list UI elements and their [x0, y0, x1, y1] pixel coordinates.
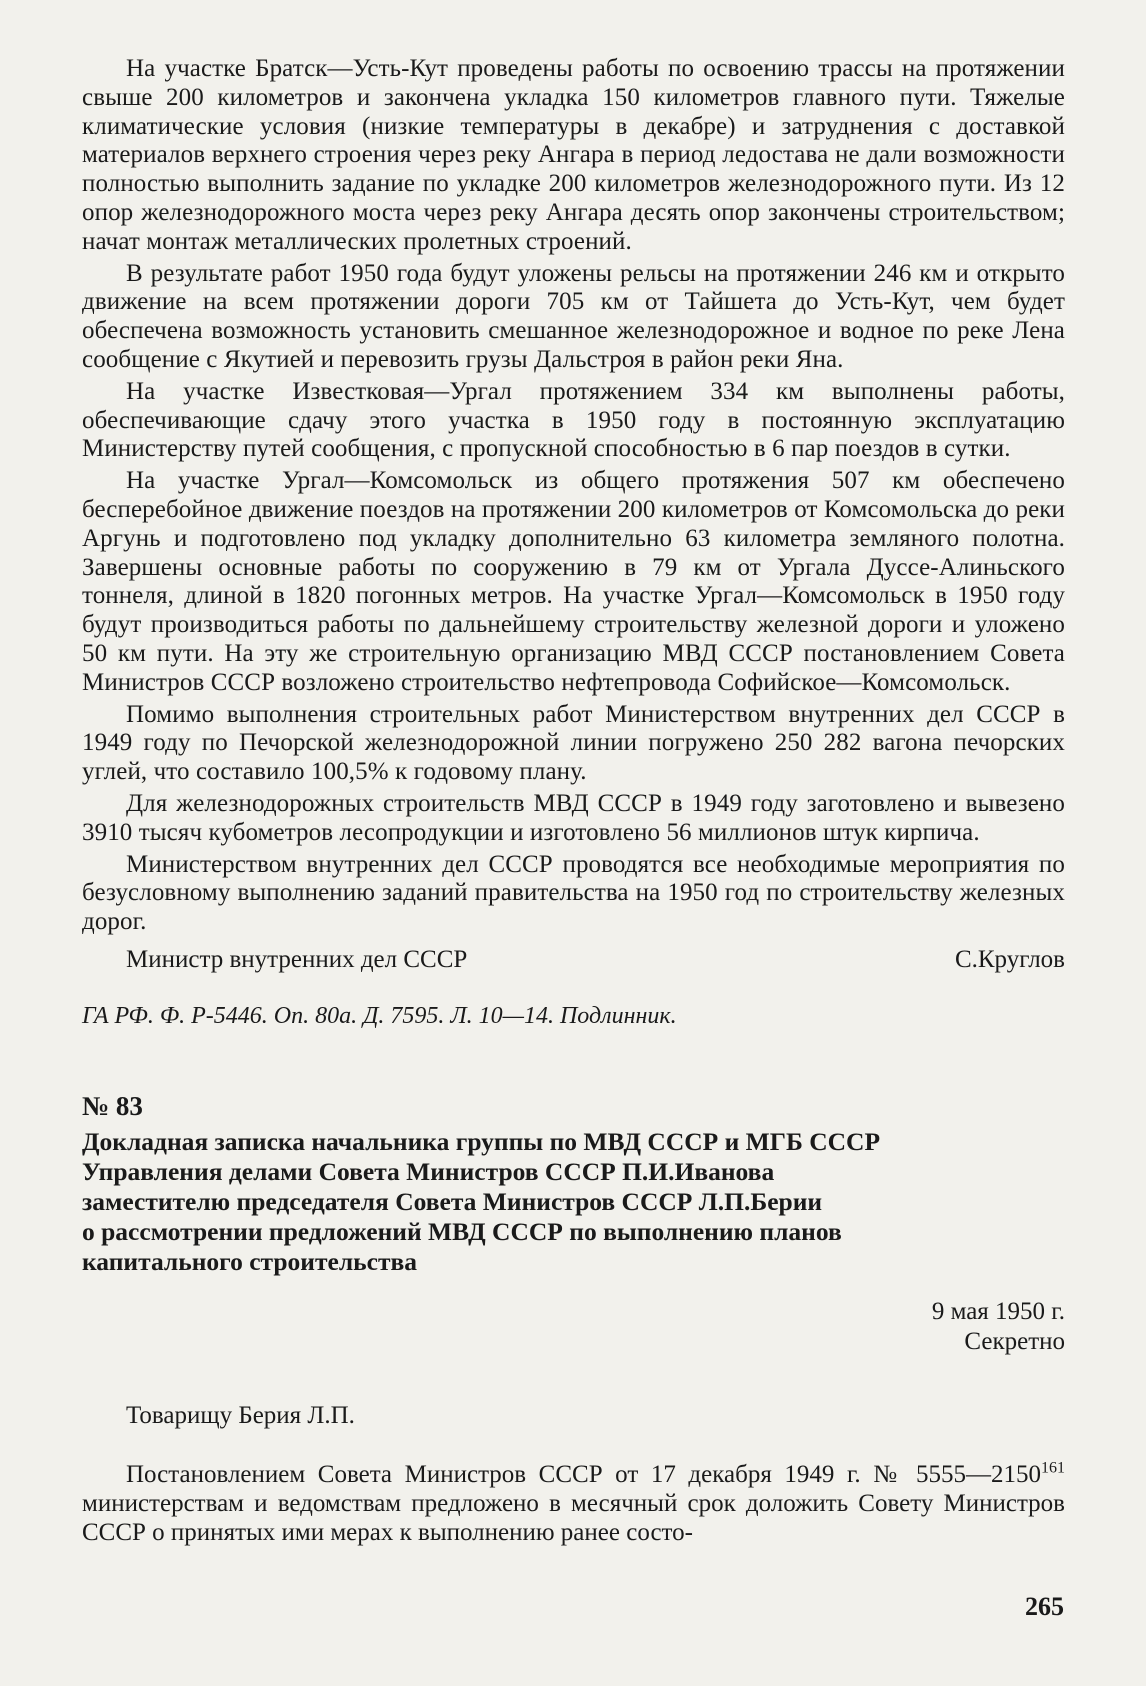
document-number: № 83 [82, 1090, 143, 1121]
paragraph-results-1950: В результате работ 1950 года будут уложены рельсы на протяжении 246 км и открыто движение на всем протяжении дороги 705 км от Тайшета до Усть-Кут, чем будет обеспечена возможность установить смешанное железнодорожное и водное по реке Лена сообщение с Якутией и перевозить грузы Дальстроя в район реки Яна. [82, 259, 1065, 373]
document-title-line: о рассмотрении предложений МВД СССР по выполнению планов [82, 1216, 842, 1246]
footnote-marker[interactable]: 161 [1041, 1459, 1065, 1477]
paragraph-izvestkovaya-urgal: На участке Известковая—Ургал протяжением 334 км выполнены работы, обеспечивающие сдачу этого участка в 1950 году в постоянную эксплуатацию Министерству путей сообщения, с пропускной способностью в 6 пар поездов в сутки. [82, 377, 1065, 463]
document-title-line: заместителю председателя Совета Министров СССР Л.П.Берии [82, 1186, 823, 1216]
paragraph-pechora-coal: Помимо выполнения строительных работ Министерством внутренних дел СССР в 1949 году по Печорской железнодорожной линии погружено 250 282 вагона печорских углей, что составило 100,5% к годовому плану. [82, 700, 1065, 786]
intro-paragraph [82, 1461, 1065, 1547]
page-content [82, 55, 1065, 1572]
document-title-line: капитального строительства [82, 1246, 417, 1276]
intro-text-end: министерствам и ведомствам предложено в месячный срок доложить Совету Министров СССР о принятых ими мерах к выполнению ранее состо- [82, 1489, 1065, 1546]
paragraph-measures: Министерством внутренних дел СССР проводятся все необходимые мероприятия по безусловному выполнению заданий правительства на 1950 год по строительству железных дорог. [82, 850, 1065, 936]
document-title-line: Управления делами Совета Министров СССР П.И.Иванова [82, 1156, 775, 1186]
paragraph-bratsk-ust-kut: На участке Братск—Усть-Кут проведены работы по освоению трассы на протяжении свыше 200 километров и закончена укладка 150 километров главного пути. Тяжелые климатические условия (низкие температуры в декабре) и затруднения с доставкой материалов верхнего строения через реку Ангара в период ледостава не дали возможности полностью выполнить задание по укладке 200 километров железнодорожного пути. Из 12 опор железнодорожного моста через реку Ангара десять опор закончены строительством; начат монтаж металлических пролетных строений. [82, 55, 1065, 255]
signature-position: Министр внутренних дел СССР [126, 945, 468, 973]
paragraph-urgal-komsomolsk: На участке Ургал—Комсомольск из общего протяжения 507 км обеспечено бесперебойное движение поездов на протяжении 200 километров от Комсомольска до реки Аргунь и подготовлено под укладку дополнительно 63 километра земляного полотна. Завершены основные работы по сооружению в 79 км от Ургала Дуссе-Алиньского тоннеля, длиной в 1820 погонных метров. На участке Ургал—Комсомольск в 1950 году будут производиться работы по дальнейшему строительству железной дороги и уложено 50 км пути. На эту же строительную организацию МВД СССР постановлением Совета Министров СССР возложено строительство нефтепровода Софийское—Комсомольск. [82, 467, 1065, 696]
intro-text-start: Постановлением Совета Министров СССР от 17 декабря 1949 г. № 5555—2150 [126, 1460, 1041, 1488]
page-number: 265 [1025, 1592, 1064, 1621]
signature-name: С.Круглов [954, 945, 1065, 973]
document-classification: Секретно [964, 1327, 1065, 1355]
document-date: 9 мая 1950 г. [931, 1297, 1065, 1325]
document-title-line: Докладная записка начальника группы по МВД СССР и МГБ СССР [82, 1126, 881, 1156]
document-title [82, 1127, 1065, 1277]
paragraph-timber-brick: Для железнодорожных строительств МВД СССР в 1949 году заготовлено и вывезено 3910 тысяч кубометров лесопродукции и изготовлено 56 миллионов штук кирпича. [82, 789, 1065, 846]
archive-source: ГА РФ. Ф. Р-5446. Оп. 80а. Д. 7595. Л. 10—14. Подлинник. [82, 1002, 677, 1029]
signature-block [82, 945, 1065, 975]
addressee: Товарищу Берия Л.П. [126, 1401, 355, 1429]
